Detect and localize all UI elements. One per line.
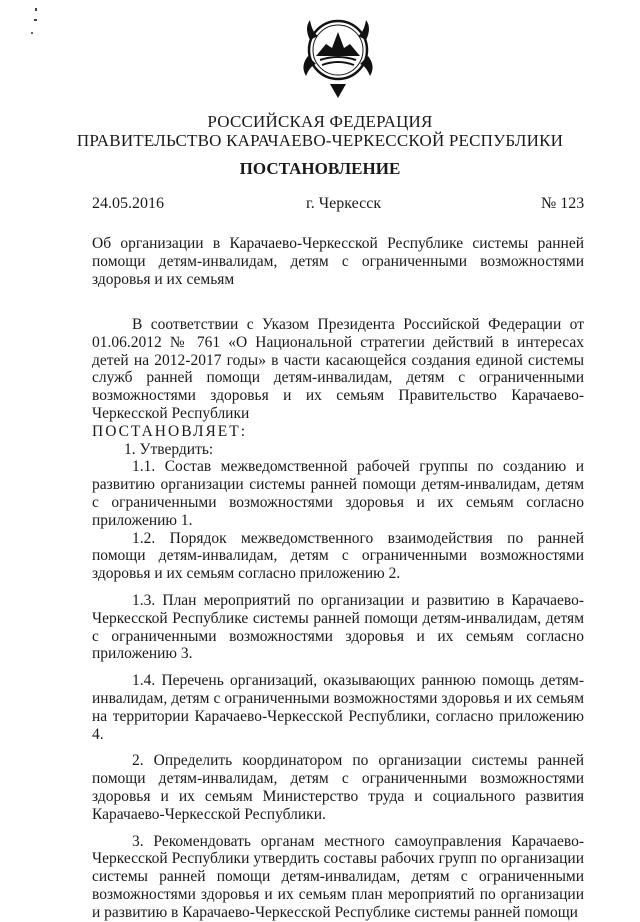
document-date: 24.05.2016 [92, 195, 164, 212]
item-1: 1. Утвердить: [124, 440, 214, 458]
scan-specks [31, 6, 41, 36]
resolves-heading: ПОСТАНОВЛЯЕТ: [92, 422, 248, 440]
item-2: 2. Определить координатором по организации системы ранней помощи детям-инвалидам, детям с ограниченными возможностями здоровья и их семьям Министерство труда и социального развития Карачаево-Черкесской Республики. [92, 752, 584, 823]
document-city: г. Черкесск [306, 195, 382, 212]
header-country: РОССИЙСКАЯ ФЕДЕРАЦИЯ [207, 112, 433, 131]
item-1-3: 1.3. План мероприятий по организации и развитию в Карачаево-Черкесской Республике системы ранней помощи детям-инвалидам, детям с ограниченными возможностями здоровья и их семьям согласно приложению 3. [92, 591, 584, 663]
preamble-paragraph: В соответствии с Указом Президента Российской Федерации от 01.06.2012 № 761 «О Национальной стратегии действий в интересах детей на 2012-2017 годы» в части касающейся создания единой системы служб ранней помощи детям-инвалидам, детям с ограниченными возможностями здоровья и их семьям Правительство Карачаево-Черкесской Республики [92, 316, 584, 422]
coat-of-arms-emblem [296, 10, 380, 102]
document-type-title: ПОСТАНОВЛЕНИЕ [239, 159, 401, 178]
header-government: ПРАВИТЕЛЬСТВО КАРАЧАЕВО-ЧЕРКЕССКОЙ РЕСПУБЛИКИ [76, 131, 564, 150]
document-number: № 123 [541, 195, 585, 212]
item-1-4: 1.4. Перечень организаций, оказывающих раннюю помощь детям-инвалидам, детям с ограниченными возможностями здоровья и их семьям на территории Карачаево-Черкесской Республики, согласно приложению 4. [92, 672, 584, 743]
item-1-2: 1.2. Порядок межведомственного взаимодействия по ранней помощи детям-инвалидам, детям с ограниченными возможностями здоровья и их семьям согласно приложению 2. [92, 529, 584, 583]
item-3: 3. Рекомендовать органам местного самоуправления Карачаево-Черкесской Республики утвердить составы рабочих групп по организации системы ранней помощи детям-инвалидам, детям с ограниченными возможностями здоровья и их семьям план мероприятий по организации и развитию в Карачаево-Черкесской Республике системы ранней помощи [92, 832, 584, 921]
document-subject: Об организации в Карачаево-Черкесской Республике системы ранней помощи детям-инвалидам, детям с ограниченными возможностями здоровья и их семьям [92, 235, 584, 288]
document-body [92, 316, 584, 922]
item-1-1: 1.1. Состав межведомственной рабочей группы по созданию и развитию организации системы ранней помощи детям-инвалидам, детям с ограниченными возможностями здоровья и их семьям согласно приложению 1. [92, 458, 584, 529]
